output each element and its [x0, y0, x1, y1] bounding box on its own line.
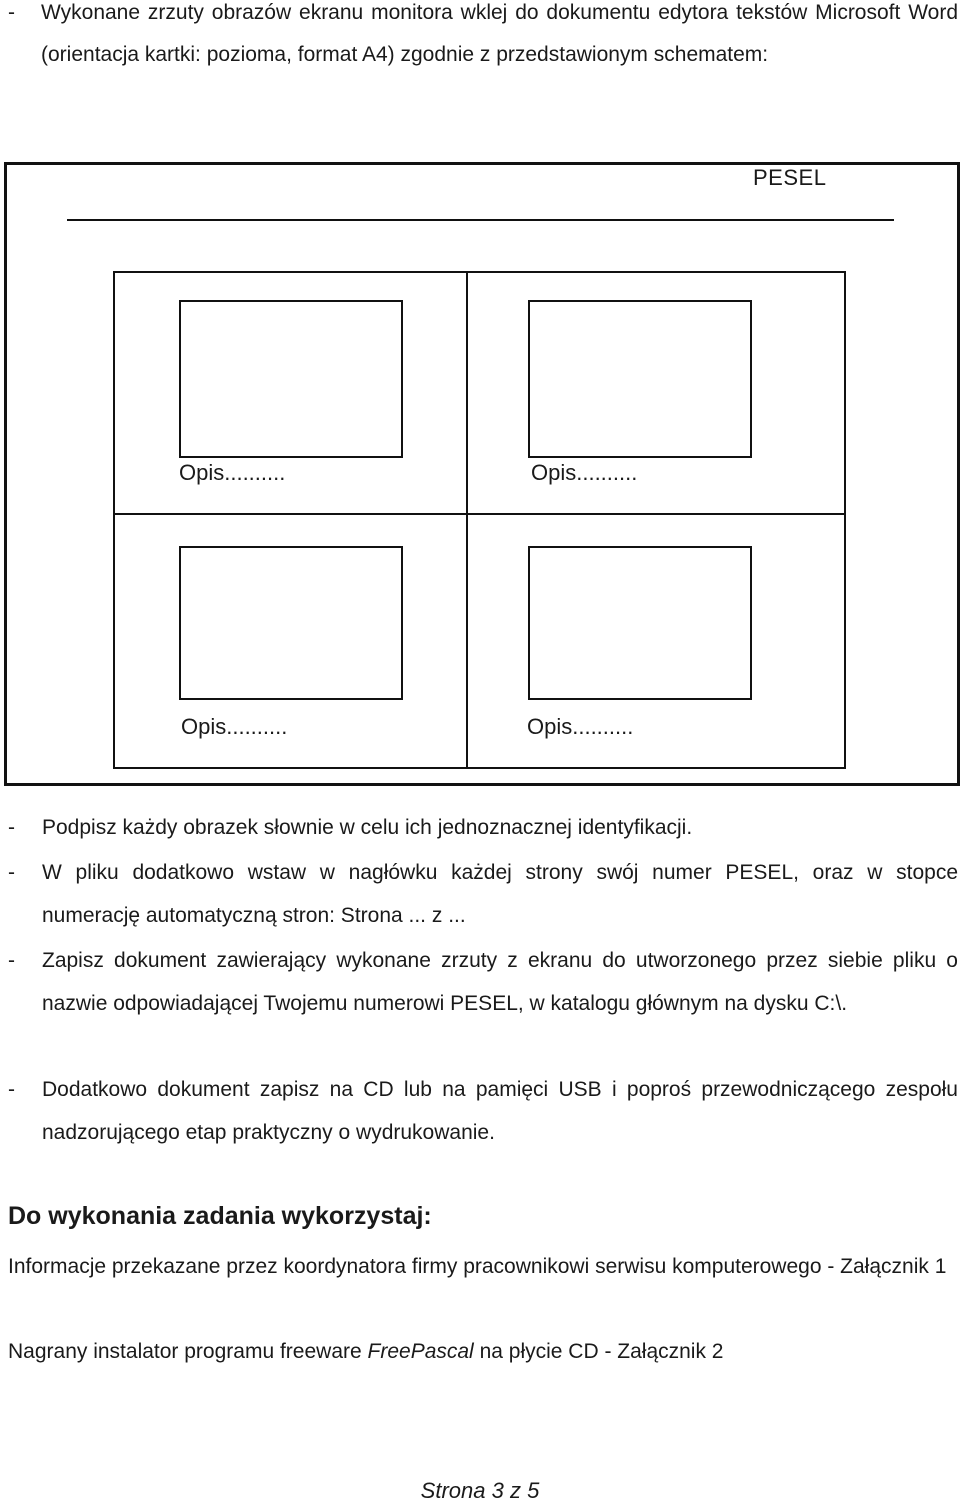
- bullet-header-footer: [8, 851, 958, 937]
- caption-3: Opis..........: [181, 714, 288, 739]
- resource-item-1: Informacje przekazane przez koordynatora firmy pracownikowi serwisu komputerowego - Załącznik 1: [8, 1255, 947, 1278]
- bullet-dash: -: [8, 1078, 15, 1101]
- page-footer: Strona 3 z 5: [420, 1478, 540, 1503]
- bullet-text: W pliku dodatkowo wstaw w nagłówku każdej strony swój numer PESEL, oraz w stopce numerację automatyczną stron: Strona ... z ...: [42, 861, 958, 927]
- bullet-dash: -: [8, 861, 15, 884]
- resource-item-2-start: Nagrany instalator programu freeware: [8, 1340, 368, 1363]
- screenshot-frame-1: [179, 300, 403, 458]
- bullet-text: Podpisz każdy obrazek słownie w celu ich jednoznacznej identyfikacji.: [42, 816, 693, 839]
- caption-2: Opis..........: [531, 460, 638, 485]
- resource-item-2: [8, 1331, 956, 1373]
- caption-1: Opis..........: [179, 460, 286, 485]
- caption-4: Opis..........: [527, 714, 634, 739]
- bullet-caption-images: [8, 806, 958, 849]
- intro-text: Wykonane zrzuty obrazów ekranu monitora wklej do dokumentu edytora tekstów Microsoft Word (orientacja kartki: pozioma, format A4) zgodnie z przedstawionym schematem:: [41, 1, 958, 66]
- software-name: FreePascal: [367, 1340, 474, 1363]
- bullet-save-document: [8, 939, 958, 1025]
- screenshot-frame-3: [179, 546, 403, 700]
- bullet-text: Dodatkowo dokument zapisz na CD lub na pamięci USB i poproś przewodniczącego zespołu nadzorującego etap praktyczny o wydrukowanie.: [42, 1078, 958, 1144]
- grid-horizontal-divider: [115, 513, 844, 515]
- screenshot-frame-4: [528, 546, 752, 700]
- header-line: [67, 219, 894, 221]
- grid-vertical-divider: [466, 273, 468, 767]
- bullet-dash: -: [8, 1, 15, 24]
- resource-item-2-end: na płycie CD - Załącznik 2: [473, 1340, 724, 1363]
- layout-schematic: [4, 162, 960, 786]
- bullet-dash: -: [8, 816, 15, 839]
- bullet-dash: -: [8, 949, 15, 972]
- intro-bullet: [8, 0, 958, 76]
- screenshot-grid: [113, 271, 846, 769]
- bullet-save-media: [8, 1068, 958, 1154]
- schematic-pesel-label: PESEL: [753, 165, 827, 190]
- screenshot-frame-2: [528, 300, 752, 458]
- bullet-text: Zapisz dokument zawierający wykonane zrzuty z ekranu do utworzonego przez siebie pliku o nazwie odpowiadającej Twojemu numerowi PESEL, w katalogu głównym na dysku C:\.: [42, 949, 958, 1015]
- section-heading: Do wykonania zadania wykorzystaj:: [8, 1202, 432, 1230]
